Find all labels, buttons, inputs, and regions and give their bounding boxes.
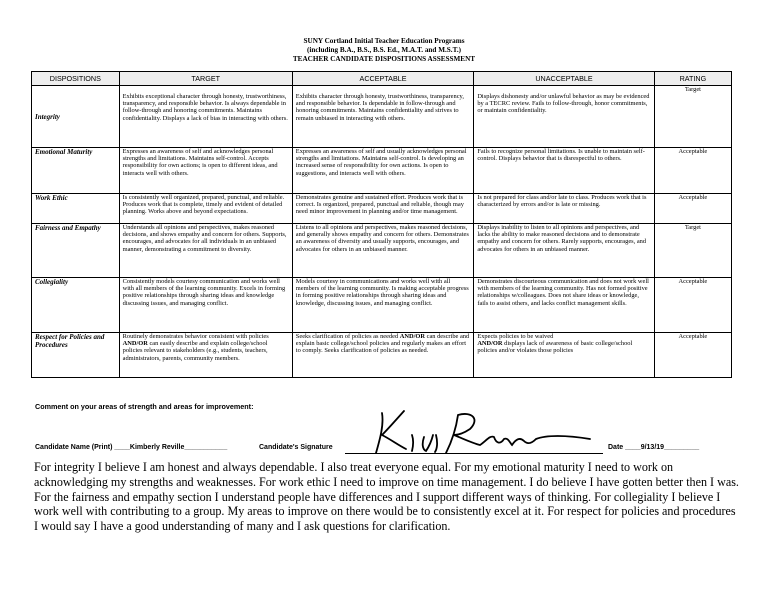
form-header-institution: SUNY Cortland Initial Teacher Education Programs <box>303 37 465 45</box>
table-row <box>32 224 732 278</box>
disposition-name: Integrity <box>32 86 120 148</box>
acceptable-cell: Listens to all opinions and perspectives, makes reasoned decisions, and generally shows empathy and concern for others. Demonstrates an awareness of diversity and usually supports, encourages, and advocates for others in an unbiased manner. <box>292 224 474 278</box>
unacceptable-cell: Fails to recognize personal limitations. Is unable to maintain self-control. Displays behavior that is disrespectful to others. <box>474 148 654 194</box>
rating-cell[interactable]: Target <box>654 86 731 148</box>
target-cell: Is consistently well organized, prepared, punctual, and reliable. Produces work that is complete, timely and evident of detailed planning. Works above and beyond expectations. <box>119 194 292 224</box>
dispositions-table <box>31 71 732 378</box>
date-value: 9/13/19 <box>640 444 665 451</box>
candidate-name-label: Candidate Name (Print) ____ <box>35 444 130 451</box>
cell-text: can describe and explain basic college/school policies and regularly makes an effort to comply. Seeks clarification of policies as needed. <box>295 333 470 355</box>
table-row <box>32 86 732 148</box>
form-header-degrees: (including B.A., B.S., B.S. Ed., M.A.T. and M.S.T.) <box>306 46 462 54</box>
acceptable-cell: Models courtesy in communications and works well with all members of the learning community. Is making acceptable progress in forming positive relationships through sharing ideas and knowledge, discussing issues, and managing conflict. <box>292 278 474 333</box>
column-header-unacceptable: UNACCEPTABLE <box>474 72 654 86</box>
cell-text: Routinely demonstrates behavior consistent with policies <box>122 333 269 340</box>
date-field[interactable] <box>608 444 699 451</box>
candidate-name-field[interactable] <box>35 444 227 451</box>
table-row <box>32 194 732 224</box>
column-header-dispositions: DISPOSITIONS <box>32 72 120 86</box>
unacceptable-cell <box>474 333 654 378</box>
column-header-acceptable: ACCEPTABLE <box>292 72 474 86</box>
acceptable-cell <box>292 333 474 378</box>
target-cell <box>119 333 292 378</box>
rating-cell[interactable]: Acceptable <box>654 194 731 224</box>
unacceptable-cell: Displays inability to listen to all opinions and perspectives, and lacks the ability to make reasoned decisions and to demonstrate empathy and concern for others. Rarely supports, encourages, and advocates for others in an unbiased manner. <box>474 224 654 278</box>
acceptable-cell: Exhibits character through honesty, trustworthiness, transparency, and responsible behavior. Is dependable in follow-through and honoring commitments. Maintains confidentiality and strives to remain unbiased in interacting with others. <box>292 86 474 148</box>
date-underline: _________ <box>664 444 700 451</box>
rating-cell[interactable]: Acceptable <box>654 333 731 378</box>
disposition-name: Collegiality <box>32 278 120 333</box>
cell-text: Expects policies to be waived <box>477 333 554 340</box>
target-cell: Exhibits exceptional character through honesty, trustworthiness, transparency, and responsible behavior. Is always dependable in follow-through and honoring commitments. Maintains confidentiality. Displays a lack of bias in interacting with others. <box>119 86 292 148</box>
table-row <box>32 333 732 378</box>
cell-text-bold: AND/OR <box>122 340 148 348</box>
disposition-name: Respect for Policies and Procedures <box>32 333 120 378</box>
column-header-rating: RATING <box>654 72 731 86</box>
cell-text-bold: AND/OR <box>399 333 426 340</box>
unacceptable-cell: Displays dishonesty and/or unlawful behavior as may be evidenced by a TECRC review. Fails to follow-through, honor commitments, or maintain confidentiality. <box>474 86 654 148</box>
candidate-comment: For integrity I believe I am honest and always dependable. I also treat everyone equal. For my emotional maturity I need to work on acknowledging my strengths and weaknesses. For work ethic I need to improve on time management. I do believe I have gotten better then I was. For the fairness and empathy section I understand people have differences and I support different ways of thinking. For collegiality I believe I work well with contributing to a group. My areas to improve on there would be to consistently excel at it. For respect for policies and procedures I would say I have a good understanding of many and I ask questions for clarification. <box>34 460 739 534</box>
cell-text: Seeks clarification of policies as needed <box>295 333 400 340</box>
candidate-name-value: Kimberly Reville <box>129 444 185 451</box>
rating-cell[interactable]: Acceptable <box>654 148 731 194</box>
unacceptable-cell: Demonstrates discourteous communication and does not work well with members of the learning community. Has not formed positive relationships w/colleagues. Does not share ideas or knowledge, fails to assist others, and lacks conflict management skills. <box>474 278 654 333</box>
acceptable-cell: Demonstrates genuine and sustained effort. Produces work that is correct. Is organized, prepared, punctual and reliable, though may need minor improvement in planning and/or time management. <box>292 194 474 224</box>
rating-cell[interactable]: Target <box>654 224 731 278</box>
signature-label: Candidate's Signature <box>259 444 333 451</box>
acceptable-cell: Expresses an awareness of self and usually acknowledges personal strengths and limitations. Maintains self-control. Is developing an increased sense of responsibility for own actions. Is open to suggestions, and interacts well with others. <box>292 148 474 194</box>
disposition-name: Work Ethic <box>32 194 120 224</box>
handwritten-signature <box>340 405 600 457</box>
target-cell: Understands all opinions and perspectives, makes reasoned decisions, and shows empathy and concern for others. Supports, encourages, and advocates for all individuals in an unbiased manner, demonstrating a commitment to diversity. <box>119 224 292 278</box>
cell-text-bold: AND/OR <box>477 340 503 348</box>
date-label: Date ____ <box>608 444 641 451</box>
table-header-row <box>32 72 732 86</box>
target-cell: Consistently models courtesy communication and works well with all members of the learning community. Excels in forming positive relationships through sharing ideas and knowledge discussing issues, and managing conflict. <box>119 278 292 333</box>
table-row <box>32 278 732 333</box>
column-header-target: TARGET <box>119 72 292 86</box>
cell-text: can easily describe and explain college/school policies relevant to stakeholders (e.g., students, teachers, administrators, parents, community members. <box>122 340 268 362</box>
candidate-name-underline: ___________ <box>184 444 228 451</box>
disposition-name: Fairness and Empathy <box>32 224 120 278</box>
comment-prompt: Comment on your areas of strength and areas for improvement: <box>35 402 254 411</box>
target-cell: Expresses an awareness of self and acknowledges personal strengths and limitations. Maintains self-control. Accepts responsibility for own actions; is open to different ideas, and interacts well with others. <box>119 148 292 194</box>
disposition-name: Emotional Maturity <box>32 148 120 194</box>
form-title: TEACHER CANDIDATE DISPOSITIONS ASSESSMENT <box>292 55 476 63</box>
table-row <box>32 148 732 194</box>
unacceptable-cell: Is not prepared for class and/or late to class. Produces work that is characterized by errors and/or is late or missing. <box>474 194 654 224</box>
rating-cell[interactable]: Acceptable <box>654 278 731 333</box>
cell-text: displays lack of awareness of basic college/school policies and/or violates those policies <box>477 340 633 355</box>
